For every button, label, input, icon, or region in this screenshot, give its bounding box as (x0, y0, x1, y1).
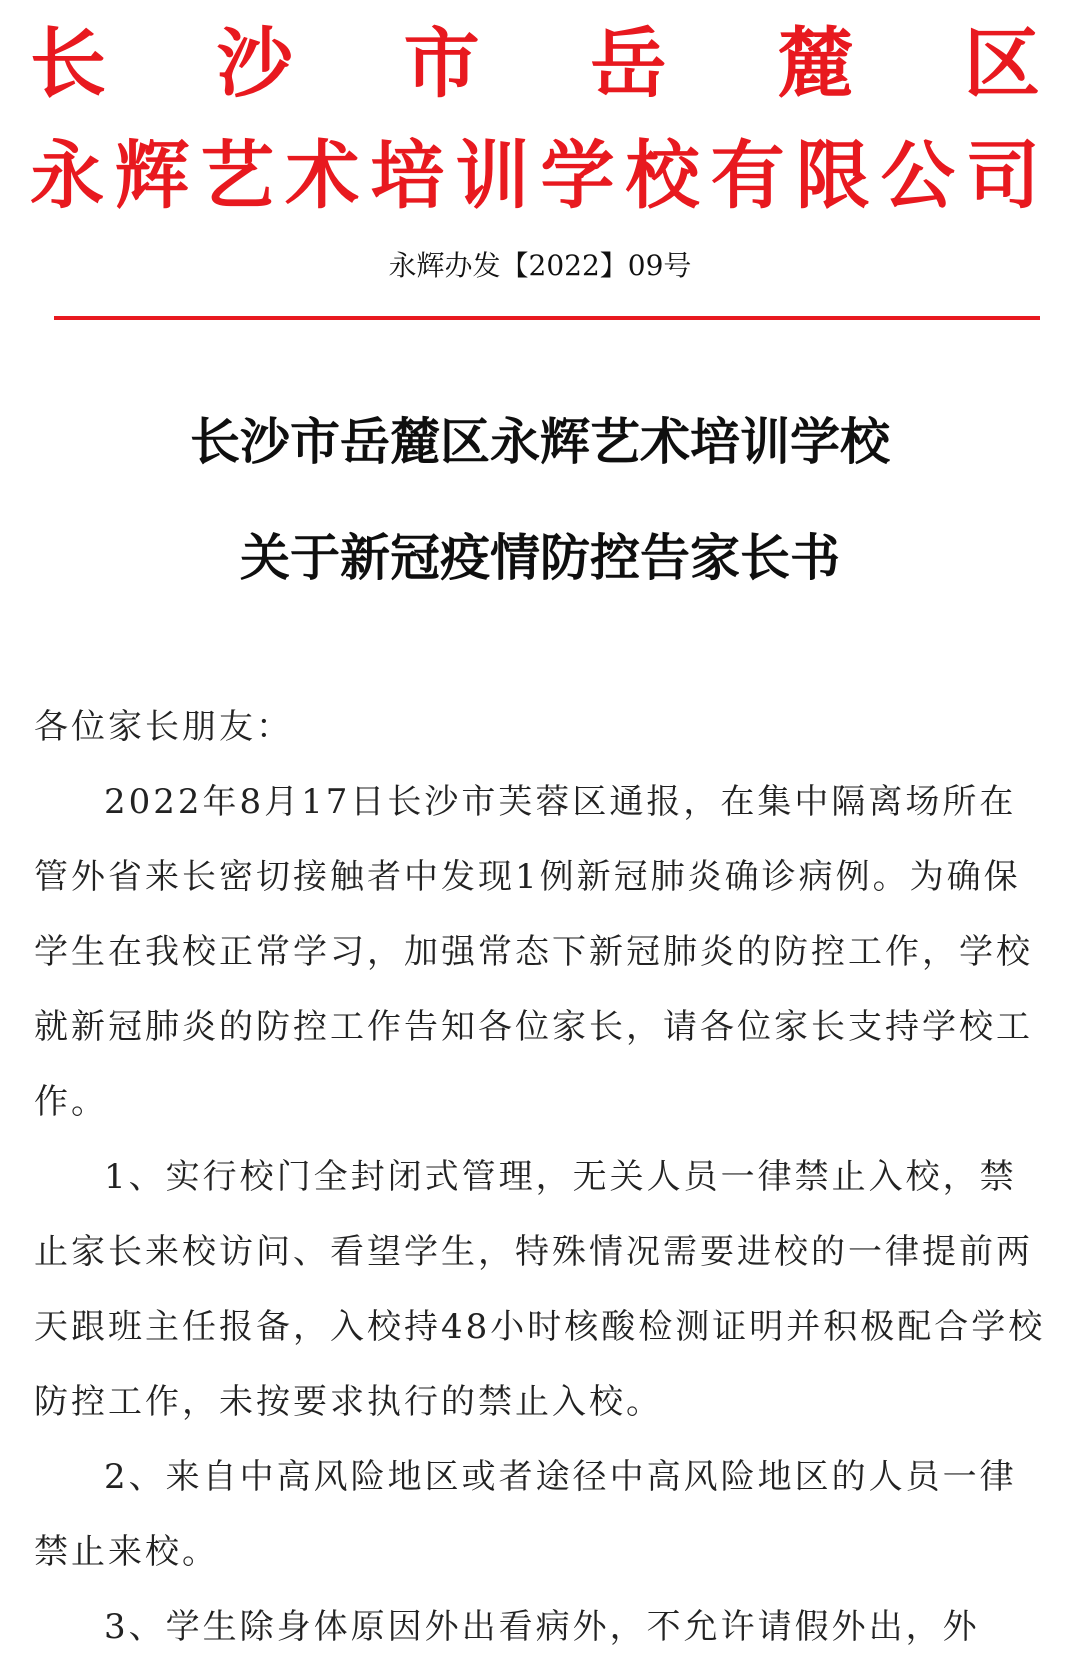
document-title-line-1: 长沙市岳麓区永辉艺术培训学校 (190, 413, 890, 471)
letterhead-char: 区 (963, 19, 1040, 108)
letterhead-char: 公 (880, 133, 955, 219)
letterhead-char: 市 (403, 19, 480, 108)
letterhead-line-2 (30, 130, 1040, 222)
letterhead-char: 术 (285, 133, 360, 219)
body-paragraph: 2、来自中高风险地区或者途径中高风险地区的人员一律禁止来校。 (34, 1457, 1017, 1572)
body-paragraph: 1、实行校门全封闭式管理，无关人员一律禁止入校，禁止家长来校访问、看望学生，特殊情况需要进校的一律提前两天跟班主任报备，入校持48小时核酸检测证明并积极配合学校防控工作，未按要求执行的禁止入校。 (34, 1157, 1046, 1422)
letterhead-char: 长 (30, 19, 106, 108)
body-paragraph: 3、学生除身体原因外出看病外，不允许请假外出，外 (104, 1607, 980, 1647)
document-number: 永辉办发【2022】09号 (388, 249, 692, 282)
document-title-line-2: 关于新冠疫情防控告家长书 (240, 529, 840, 587)
letterhead-char: 辉 (115, 133, 190, 219)
letterhead-char: 有 (710, 133, 785, 219)
letterhead-char: 司 (965, 133, 1040, 219)
letterhead-char: 训 (455, 133, 530, 219)
letterhead-char: 艺 (200, 133, 275, 219)
letterhead-char: 校 (625, 133, 700, 219)
body-paragraph: 2022年8月17日长沙市芙蓉区通报，在集中隔离场所在管外省来长密切接触者中发现1例新冠肺炎确诊病例。为确保学生在我校正常学习，加强常态下新冠肺炎的防控工作，学校就新冠肺炎的防控工作告知各位家长，请各位家长支持学校工作。 (34, 782, 1033, 1122)
letterhead-char: 培 (370, 133, 445, 219)
letterhead-char: 岳 (590, 19, 667, 108)
letterhead-char: 限 (795, 133, 870, 219)
letterhead-char: 麓 (777, 19, 854, 108)
red-divider (54, 316, 1040, 320)
letterhead-char: 沙 (216, 19, 293, 108)
letter-body (34, 690, 1046, 1665)
letterhead-char: 永 (30, 133, 104, 219)
letterhead-char: 学 (540, 133, 615, 219)
letterhead-line-1 (30, 18, 1040, 110)
salutation: 各位家长朋友： (34, 707, 293, 747)
